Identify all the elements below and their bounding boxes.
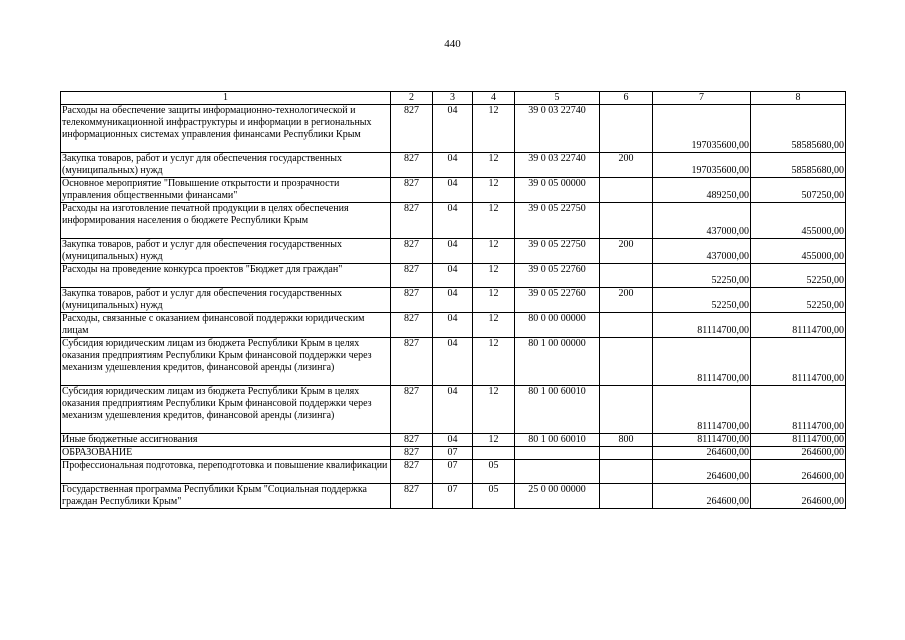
row-code-cell: 827 [391,178,433,203]
row-type-cell [600,338,653,386]
table-row [61,288,846,313]
row-amount-cell: 52250,00 [751,264,846,288]
row-section-cell: 04 [433,386,473,434]
row-target-cell: 25 0 00 00000 [515,484,600,509]
row-section-cell: 04 [433,434,473,447]
row-section-cell: 04 [433,105,473,153]
row-amount-cell: 58585680,00 [751,105,846,153]
row-subsection-cell [473,447,515,460]
row-code-cell: 827 [391,447,433,460]
row-type-cell [600,264,653,288]
row-code-cell: 827 [391,264,433,288]
table-row [61,460,846,484]
row-name-cell: Расходы на изготовление печатной продукции в целях обеспечения информирования населения о бюджете Республики Крым [61,203,391,239]
row-code-cell: 827 [391,460,433,484]
row-amount-cell: 264600,00 [653,460,751,484]
row-amount-cell: 58585680,00 [751,153,846,178]
row-target-cell: 80 1 00 60010 [515,386,600,434]
row-name-cell: Закупка товаров, работ и услуг для обеспечения государственных (муниципальных) нужд [61,288,391,313]
row-type-cell [600,460,653,484]
row-subsection-cell: 12 [473,153,515,178]
header-cell: 5 [515,92,600,105]
row-section-cell: 04 [433,203,473,239]
row-type-cell [600,178,653,203]
header-cell: 1 [61,92,391,105]
row-target-cell: 39 0 05 22750 [515,203,600,239]
row-subsection-cell: 12 [473,434,515,447]
row-subsection-cell: 12 [473,105,515,153]
row-code-cell: 827 [391,434,433,447]
row-amount-cell: 197035600,00 [653,153,751,178]
header-cell: 4 [473,92,515,105]
row-name-cell: Закупка товаров, работ и услуг для обеспечения государственных (муниципальных) нужд [61,239,391,264]
row-type-cell [600,484,653,509]
row-subsection-cell: 12 [473,203,515,239]
row-amount-cell: 437000,00 [653,239,751,264]
row-target-cell [515,460,600,484]
table-row [61,105,846,153]
row-amount-cell: 81114700,00 [751,338,846,386]
row-amount-cell: 197035600,00 [653,105,751,153]
row-name-cell: Расходы на проведение конкурса проектов "Бюджет для граждан" [61,264,391,288]
row-amount-cell: 81114700,00 [653,434,751,447]
table-row [61,153,846,178]
row-amount-cell: 81114700,00 [751,434,846,447]
row-target-cell: 39 0 05 22760 [515,288,600,313]
row-target-cell: 39 0 03 22740 [515,153,600,178]
row-subsection-cell: 05 [473,484,515,509]
row-type-cell [600,105,653,153]
row-target-cell: 80 0 00 00000 [515,313,600,338]
table-row [61,239,846,264]
row-type-cell: 800 [600,434,653,447]
table-row [61,447,846,460]
row-subsection-cell: 12 [473,313,515,338]
row-code-cell: 827 [391,484,433,509]
table-row [61,313,846,338]
row-amount-cell: 264600,00 [751,460,846,484]
row-name-cell: Основное мероприятие "Повышение открытости и прозрачности управления общественными финансами" [61,178,391,203]
row-amount-cell: 437000,00 [653,203,751,239]
row-name-cell: Субсидия юридическим лицам из бюджета Республики Крым в целях оказания предприятиям Республики Крым финансовой поддержки через механизм удешевления кредитов, финансовой аренды (лизинга) [61,386,391,434]
row-target-cell: 39 0 05 00000 [515,178,600,203]
row-section-cell: 07 [433,484,473,509]
row-subsection-cell: 12 [473,178,515,203]
row-code-cell: 827 [391,105,433,153]
row-section-cell: 04 [433,239,473,264]
row-subsection-cell: 12 [473,338,515,386]
table-header-row [61,92,846,105]
header-cell: 3 [433,92,473,105]
row-amount-cell: 264600,00 [751,447,846,460]
row-section-cell: 07 [433,460,473,484]
row-target-cell: 80 1 00 60010 [515,434,600,447]
row-amount-cell: 507250,00 [751,178,846,203]
row-name-cell: ОБРАЗОВАНИЕ [61,447,391,460]
row-amount-cell: 264600,00 [653,484,751,509]
row-target-cell: 39 0 03 22740 [515,105,600,153]
row-type-cell [600,447,653,460]
row-subsection-cell: 12 [473,264,515,288]
row-code-cell: 827 [391,288,433,313]
row-type-cell: 200 [600,239,653,264]
table-row [61,338,846,386]
row-name-cell: Государственная программа Республики Крым "Социальная поддержка граждан Республики Крым" [61,484,391,509]
row-section-cell: 04 [433,338,473,386]
row-amount-cell: 81114700,00 [751,313,846,338]
row-amount-cell: 455000,00 [751,239,846,264]
table-row [61,434,846,447]
row-name-cell: Иные бюджетные ассигнования [61,434,391,447]
row-target-cell: 39 0 05 22760 [515,264,600,288]
row-subsection-cell: 12 [473,239,515,264]
row-name-cell: Субсидия юридическим лицам из бюджета Республики Крым в целях оказания предприятиям Республики Крым финансовой поддержки через механизм удешевления кредитов, финансовой аренды (лизинга) [61,338,391,386]
row-target-cell: 39 0 05 22750 [515,239,600,264]
row-amount-cell: 81114700,00 [653,338,751,386]
table-row [61,178,846,203]
header-cell: 7 [653,92,751,105]
page-number: 440 [444,38,461,50]
row-section-cell: 04 [433,178,473,203]
budget-table [60,91,846,509]
row-name-cell: Профессиональная подготовка, переподготовка и повышение квалификации [61,460,391,484]
row-name-cell: Расходы, связанные с оказанием финансовой поддержки юридическим лицам [61,313,391,338]
header-cell: 6 [600,92,653,105]
row-code-cell: 827 [391,203,433,239]
table-row [61,264,846,288]
row-amount-cell: 52250,00 [653,288,751,313]
table-row [61,203,846,239]
table-row [61,386,846,434]
row-amount-cell: 81114700,00 [653,386,751,434]
row-target-cell [515,447,600,460]
row-amount-cell: 52250,00 [751,288,846,313]
row-section-cell: 07 [433,447,473,460]
row-section-cell: 04 [433,153,473,178]
row-type-cell: 200 [600,153,653,178]
table-row [61,484,846,509]
row-amount-cell: 81114700,00 [653,313,751,338]
row-amount-cell: 455000,00 [751,203,846,239]
header-cell: 2 [391,92,433,105]
row-code-cell: 827 [391,386,433,434]
row-type-cell [600,313,653,338]
row-type-cell [600,203,653,239]
row-code-cell: 827 [391,338,433,386]
row-subsection-cell: 12 [473,288,515,313]
row-code-cell: 827 [391,239,433,264]
row-code-cell: 827 [391,153,433,178]
row-section-cell: 04 [433,313,473,338]
row-target-cell: 80 1 00 00000 [515,338,600,386]
row-amount-cell: 264600,00 [653,447,751,460]
row-amount-cell: 264600,00 [751,484,846,509]
row-type-cell [600,386,653,434]
row-subsection-cell: 12 [473,386,515,434]
row-amount-cell: 81114700,00 [751,386,846,434]
row-type-cell: 200 [600,288,653,313]
row-amount-cell: 489250,00 [653,178,751,203]
row-section-cell: 04 [433,288,473,313]
row-subsection-cell: 05 [473,460,515,484]
row-code-cell: 827 [391,313,433,338]
row-amount-cell: 52250,00 [653,264,751,288]
row-name-cell: Закупка товаров, работ и услуг для обеспечения государственных (муниципальных) нужд [61,153,391,178]
row-name-cell: Расходы на обеспечение защиты информационно-технологической и телекоммуникационной инфраструктуры и информации в региональных информационных системах управления финансами Республики Крым [61,105,391,153]
row-section-cell: 04 [433,264,473,288]
header-cell: 8 [751,92,846,105]
